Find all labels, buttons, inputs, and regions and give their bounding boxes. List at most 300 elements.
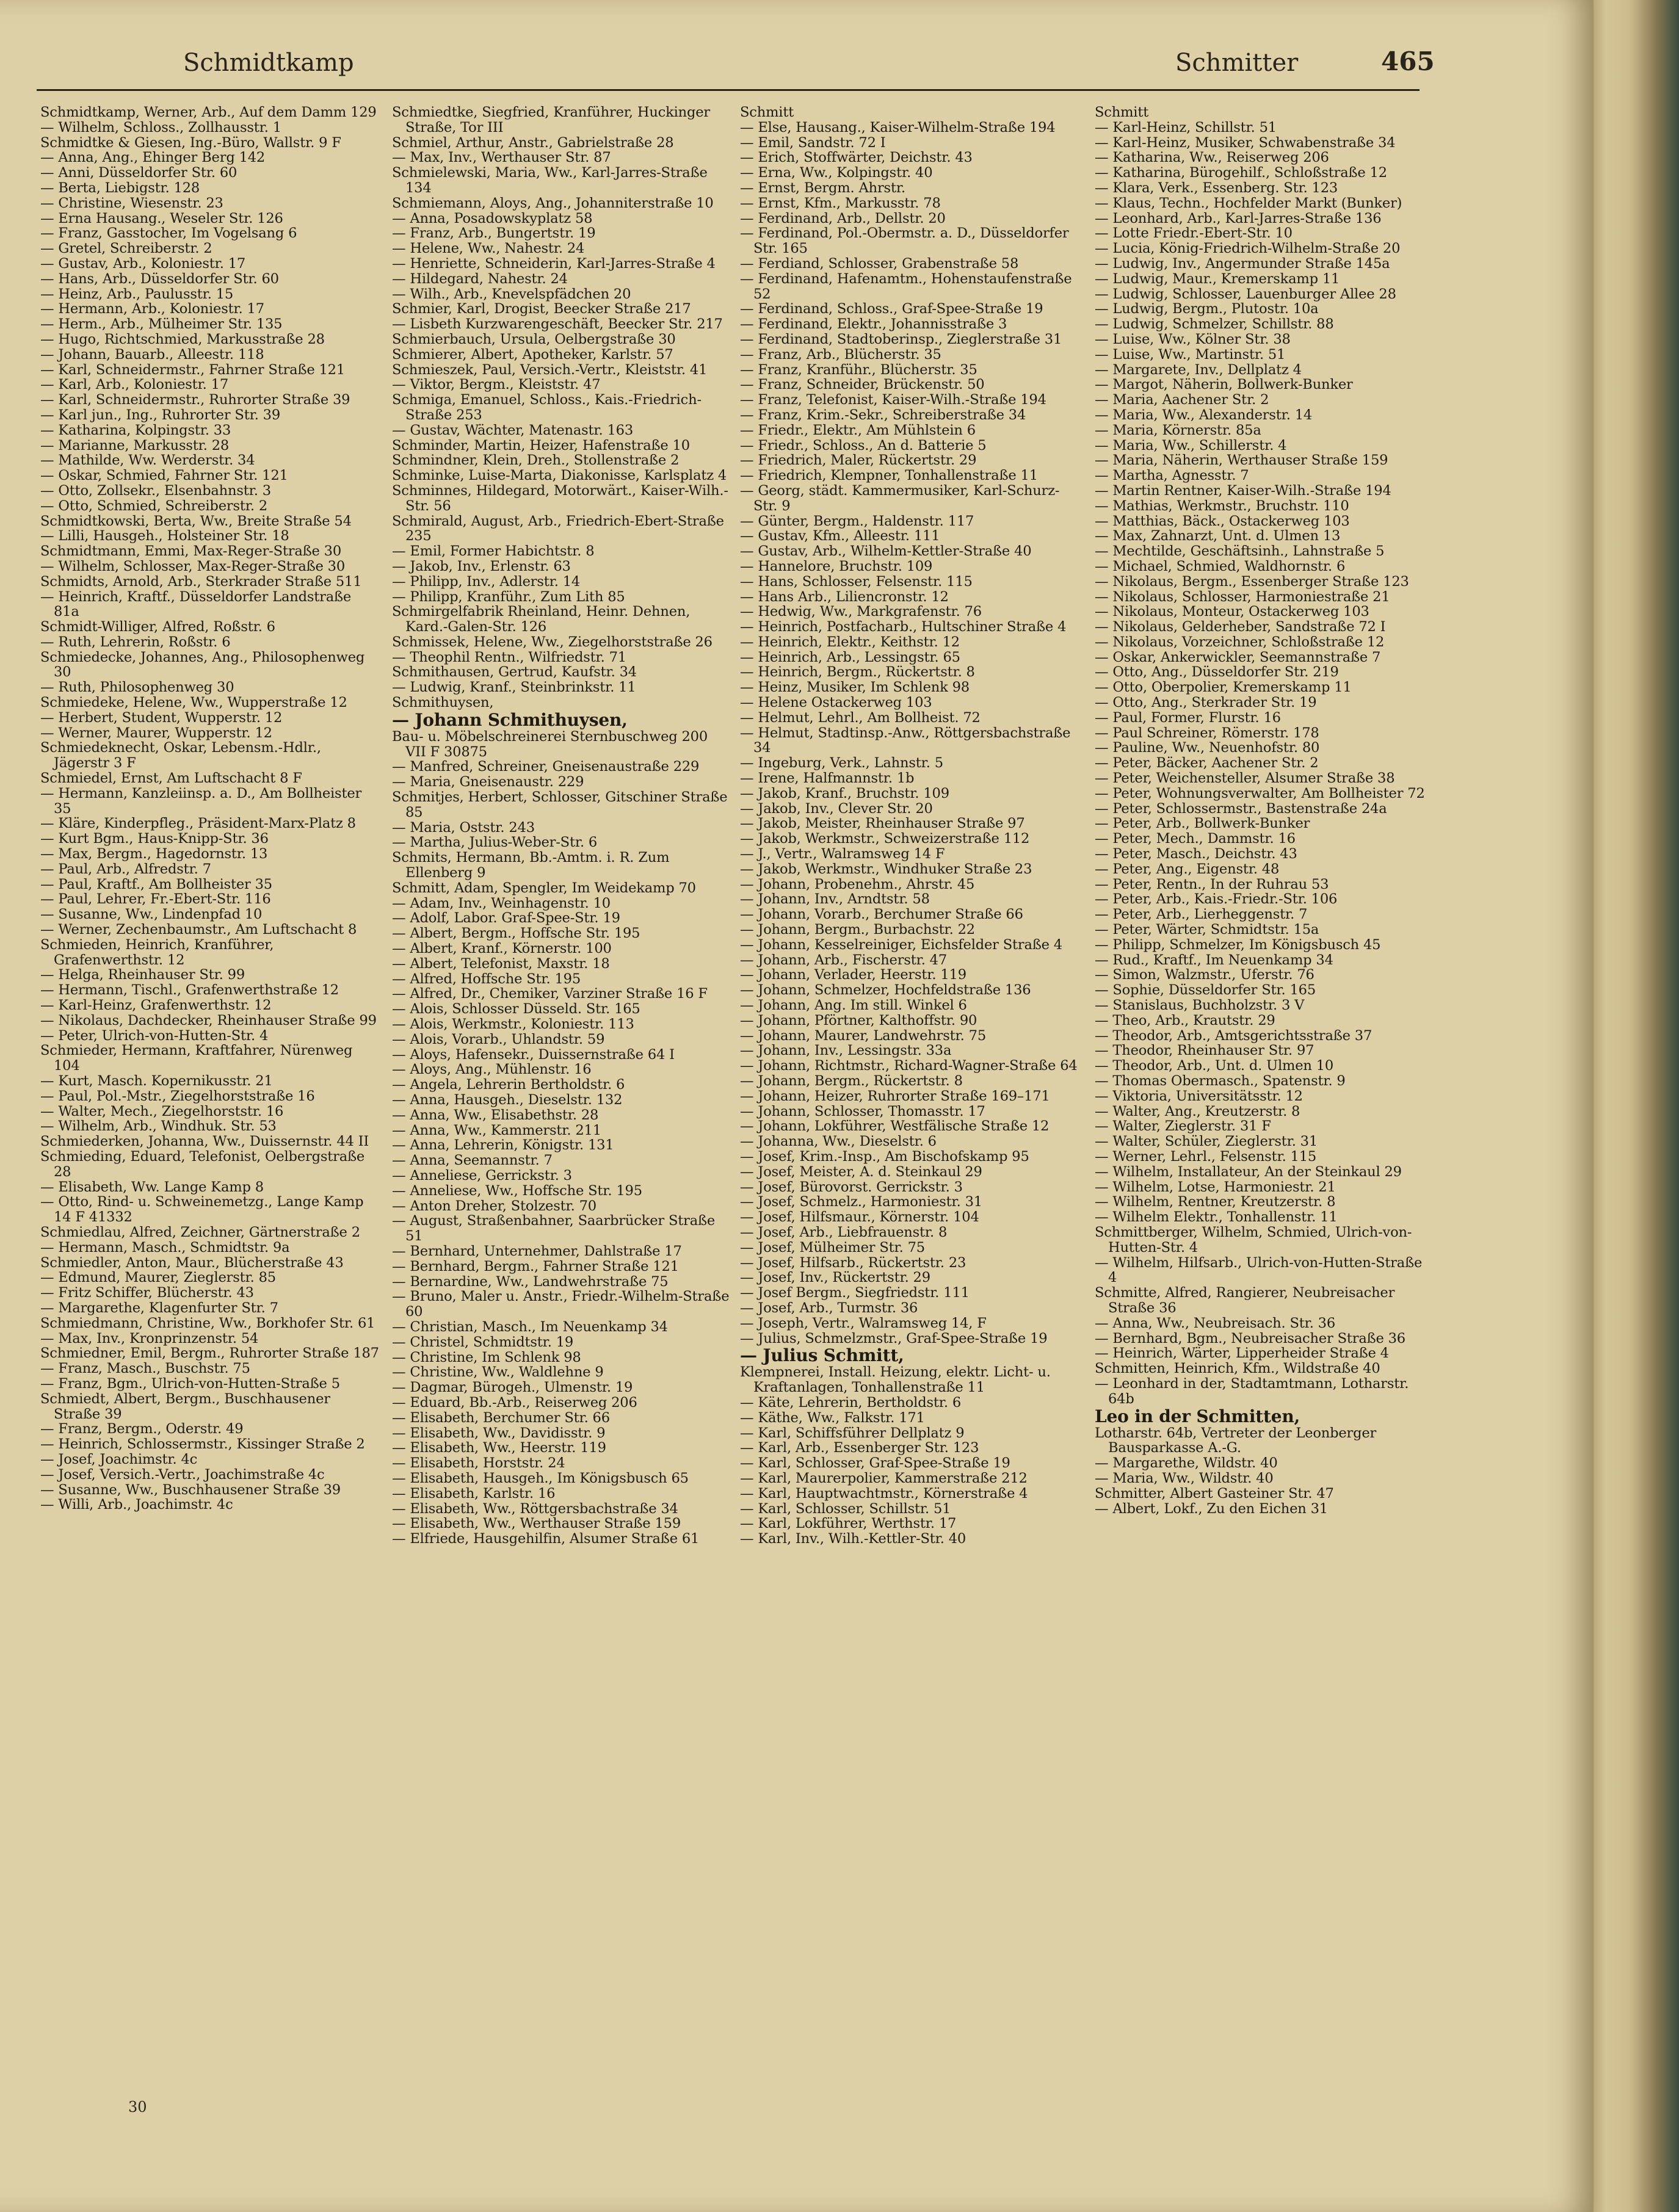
directory-entry: — Elfriede, Hausgehilfin, Alsumer Straße 61 [392, 1531, 700, 1547]
directory-entry: — Gustav, Wächter, Matenastr. 163 [392, 422, 633, 438]
directory-entry: — Anna, Seemannstr. 7 [392, 1152, 553, 1169]
directory-entry: — Maria, Gneisenaustr. 229 [392, 774, 584, 790]
directory-entry: — Irene, Halfmannstr. 1b [740, 770, 915, 787]
directory-entry: — Alfred, Dr., Chemiker, Varziner Straße 16 F [392, 986, 708, 1002]
directory-entry: Schmiedlau, Alfred, Zeichner, Gärtnerstraße 2 [40, 1224, 360, 1240]
directory-entry: — Angela, Lehrerin Bertholdstr. 6 [392, 1077, 625, 1093]
header-left-keyword: Schmidtkamp [183, 49, 354, 77]
directory-entry: — Kläre, Kinderpfleg., Präsident-Marx-Platz 8 [40, 815, 356, 832]
directory-entry: — Hugo, Richtschmied, Markusstraße 28 [40, 331, 325, 347]
directory-entry: — Hans Arb., Liliencronstr. 12 [740, 588, 949, 605]
directory-entry: — Herm., Arb., Mülheimer Str. 135 [40, 316, 283, 333]
directory-entry: — Paul, Former, Flurstr. 16 [1095, 709, 1281, 726]
directory-entry: — Peter, Masch., Deichstr. 43 [1095, 846, 1297, 862]
directory-entry: — Anton Dreher, Stolzestr. 70 [392, 1198, 597, 1214]
directory-entry: — Max, Inv., Kronprinzenstr. 54 [40, 1330, 259, 1346]
directory-entry: — Oskar, Schmied, Fahrner Str. 121 [40, 468, 288, 484]
directory-entry: — Peter, Schlossermstr., Bastenstraße 24a [1095, 800, 1387, 817]
directory-entry: — Viktor, Bergm., Kleiststr. 47 [392, 377, 601, 393]
directory-entry: Schmiedecke, Johannes, Ang., Philosophenweg 30 [40, 649, 365, 681]
directory-entry: — Josef, Bürovorst. Gerrickstr. 3 [740, 1179, 963, 1195]
directory-entry: — Ferdinand, Stadtoberinsp., Zieglerstraße 31 [740, 331, 1062, 347]
directory-entry: Schmierbauch, Ursula, Oelbergstraße 30 [392, 331, 676, 347]
directory-entry: — Josef, Hilfsmaur., Körnerstr. 104 [740, 1209, 979, 1226]
directory-entry: Schmiederken, Johanna, Ww., Duissernstr. 44 II [40, 1133, 369, 1150]
directory-entry: Schmieding, Eduard, Telefonist, Oelbergstraße 28 [40, 1148, 365, 1180]
directory-entry: — Maria, Ww., Wildstr. 40 [1095, 1470, 1274, 1486]
directory-entry: — Wilhelm, Schlosser, Max-Reger-Straße 30 [40, 558, 346, 574]
directory-entry: — Franz, Masch., Buschstr. 75 [40, 1361, 250, 1377]
directory-entry: — Karl, Arb., Koloniestr. 17 [40, 377, 228, 393]
directory-entry: — Werner, Lehrl., Felsenstr. 115 [1095, 1148, 1317, 1165]
directory-entry: — Wilhelm, Schloss., Zollhausstr. 1 [40, 119, 281, 136]
directory-entry: — Josef, Inv., Rückertstr. 29 [740, 1270, 930, 1286]
directory-entry: — Peter, Ang., Eigenstr. 48 [1095, 861, 1280, 877]
directory-entry: — Johann, Lokführer, Westfälische Straße 12 [740, 1118, 1050, 1135]
directory-entry: — Sophie, Düsseldorfer Str. 165 [1095, 982, 1316, 999]
directory-entry: Schmitt, Adam, Spengler, Im Weidekamp 70 [392, 880, 696, 896]
directory-entry: Schminnes, Hildegard, Motorwärt., Kaiser-Wilh.-Str. 56 [392, 482, 728, 514]
directory-entry: — Otto, Rind- u. Schweinemetzg., Lange Kamp 14 F 41332 [40, 1194, 364, 1226]
directory-entry: — Jakob, Inv., Clever Str. 20 [740, 800, 933, 817]
directory-entry: Leo in der Schmitten, [1095, 1406, 1300, 1426]
directory-entry: — Margarethe, Wildstr. 40 [1095, 1455, 1278, 1472]
directory-entry: — Johann, Kesselreiniger, Eichsfelder Straße 4 [740, 936, 1062, 953]
directory-entry: Schmiemann, Aloys, Ang., Johanniterstraße 10 [392, 195, 714, 211]
directory-entry: Schmindner, Klein, Dreh., Stollenstraße 2 [392, 452, 680, 469]
directory-entry: — Oskar, Ankerwickler, Seemannstraße 7 [1095, 649, 1381, 665]
directory-entry: — August, Straßenbahner, Saarbrücker Straße 51 [392, 1213, 716, 1245]
directory-entry: — Jakob, Inv., Erlenstr. 63 [392, 558, 571, 574]
directory-entry: — Ferdinand, Elektr., Johannisstraße 3 [740, 316, 1007, 333]
directory-entry: — Christine, Wiesenstr. 23 [40, 195, 223, 211]
directory-entry: — Helmut, Stadtinsp.-Anw., Röttgersbachstraße 34 [740, 725, 1071, 756]
directory-entry: — Günter, Bergm., Haldenstr. 117 [740, 513, 974, 529]
directory-entry: Schmiedeknecht, Oskar, Lebensm.-Hdlr., Jägerstr 3 F [40, 740, 321, 772]
directory-entry: — Heinrich, Kraftf., Düsseldorfer Landstraße 81a [40, 588, 352, 620]
directory-entry: — Franz, Gasstocher, Im Vogelsang 6 [40, 225, 297, 242]
directory-entry: — Karl, Schneidermstr., Ruhrorter Straße 39 [40, 392, 350, 408]
directory-entry: — Ingeburg, Verk., Lahnstr. 5 [740, 755, 943, 772]
directory-entry: — Gretel, Schreiberstr. 2 [40, 240, 212, 257]
directory-entry: — Margot, Näherin, Bollwerk-Bunker [1095, 377, 1353, 393]
directory-entry: — Katharina, Bürogehilf., Schloßstraße 12 [1095, 165, 1387, 181]
directory-entry: — Walter, Schüler, Zieglerstr. 31 [1095, 1133, 1318, 1150]
directory-entry: — Philipp, Kranführ., Zum Lith 85 [392, 588, 625, 605]
directory-entry: — Hermann, Masch., Schmidtstr. 9a [40, 1239, 290, 1256]
directory-entry: — Friedr., Schloss., An d. Batterie 5 [740, 437, 987, 454]
directory-entry: — Paul, Pol.-Mstr., Ziegelhorststraße 16 [40, 1088, 315, 1104]
directory-entry: — Johann, Vorarb., Berchumer Straße 66 [740, 906, 1023, 923]
directory-entry: — Bernhard, Unternehmer, Dahlstraße 17 [392, 1243, 682, 1259]
directory-entry: — Otto, Schmied, Schreiberstr. 2 [40, 497, 268, 514]
directory-entry: — Albert, Lokf., Zu den Eichen 31 [1095, 1500, 1328, 1517]
directory-entry: — Hans, Schlosser, Felsenstr. 115 [740, 573, 973, 590]
directory-entry: Schmidtmann, Emmi, Max-Reger-Straße 30 [40, 543, 342, 560]
directory-entry: Schmieder, Hermann, Kraftfahrer, Nürenweg 104 [40, 1043, 353, 1074]
directory-entry: — Ruth, Philosophenweg 30 [40, 679, 234, 696]
directory-entry: — Hermann, Arb., Koloniestr. 17 [40, 301, 264, 317]
directory-entry: — Karl, Hauptwachtmstr., Körnerstraße 4 [740, 1485, 1028, 1502]
directory-entry: — Gustav, Arb., Koloniestr. 17 [40, 255, 246, 272]
directory-entry: — Anna, Ww., Neubreisach. Str. 36 [1095, 1315, 1336, 1331]
directory-entry: — Ludwig, Schlosser, Lauenburger Allee 28 [1095, 286, 1396, 302]
directory-entry: — Karl jun., Ing., Ruhrorter Str. 39 [40, 407, 281, 423]
directory-entry: — Klara, Verk., Essenberg. Str. 123 [1095, 179, 1338, 196]
directory-entry: — Wilhelm Elektr., Tonhallenstr. 11 [1095, 1209, 1338, 1226]
directory-entry: Schmiedt, Albert, Bergm., Buschhausener Straße 39 [40, 1390, 330, 1422]
directory-entry: — Nikolaus, Vorzeichner, Schloßstraße 12 [1095, 634, 1385, 650]
directory-entry: — Ferdinand, Schloss., Graf-Spee-Straße 19 [740, 301, 1043, 317]
directory-entry: — Anna, Lehrerin, Königstr. 131 [392, 1137, 614, 1154]
directory-entry: — Anna, Posadowskyplatz 58 [392, 210, 593, 226]
column-4 [1095, 105, 1434, 2131]
directory-entry: — Christine, Ww., Waldlehne 9 [392, 1364, 604, 1381]
directory-entry: — Nikolaus, Schlosser, Harmoniestraße 21 [1095, 588, 1390, 605]
directory-entry: — Maria, Oststr. 243 [392, 819, 535, 836]
directory-entry: — Katharina, Ww., Reiserweg 206 [1095, 150, 1329, 166]
directory-entry: — Rud., Kraftf., Im Neuenkamp 34 [1095, 952, 1333, 968]
directory-entry: — Karl-Heinz, Schillstr. 51 [1095, 119, 1277, 136]
directory-entry: — Pauline, Ww., Neuenhofstr. 80 [1095, 740, 1320, 756]
directory-entry: — Ferdinand, Arb., Dellstr. 20 [740, 210, 946, 226]
directory-entry: — Emil, Sandstr. 72 I [740, 134, 886, 151]
directory-entry: — Walter, Mech., Ziegelhorststr. 16 [40, 1103, 284, 1119]
directory-entry: — Theodor, Arb., Unt. d. Ulmen 10 [1095, 1058, 1334, 1074]
directory-entry: — Christian, Masch., Im Neuenkamp 34 [392, 1318, 668, 1335]
directory-entry: — Heinrich, Wärter, Lipperheider Straße 4 [1095, 1345, 1389, 1362]
directory-entry: — Walter, Zieglerstr. 31 F [1095, 1118, 1271, 1135]
directory-entry: — Franz, Krim.-Sekr., Schreiberstraße 34 [740, 407, 1026, 423]
directory-entry: — Albert, Bergm., Hoffsche Str. 195 [392, 925, 640, 942]
directory-entry: — Heinrich, Schlossermstr., Kissinger Straße 2 [40, 1436, 365, 1453]
directory-entry: — Johann, Ang. Im still. Winkel 6 [740, 997, 967, 1014]
directory-entry: — Margarethe, Klagenfurter Str. 7 [40, 1299, 278, 1316]
directory-entry: — Josef, Arb., Turmstr. 36 [740, 1299, 918, 1316]
directory-entry: — Karl-Heinz, Grafenwerthstr. 12 [40, 997, 272, 1014]
directory-entry: — Johann, Arb., Fischerstr. 47 [740, 952, 948, 968]
directory-entry: Schmierer, Albert, Apotheker, Karlstr. 57 [392, 346, 673, 363]
directory-entry: — Paul Schreiner, Römerstr. 178 [1095, 725, 1319, 741]
directory-entry: — Karl, Arb., Essenberger Str. 123 [740, 1440, 979, 1456]
directory-entry: — Johann, Schmelzer, Hochfeldstraße 136 [740, 982, 1031, 999]
directory-entry: Schminke, Luise-Marta, Diakonisse, Karlsplatz 4 [392, 468, 727, 484]
directory-entry: — Helene Ostackerweg 103 [740, 695, 932, 711]
directory-entry: Schmiedtke, Siegfried, Kranführer, Huckinger Straße, Tor III [392, 105, 711, 136]
directory-entry: Schmissek, Helene, Ww., Ziegelhorststraße 26 [392, 634, 713, 650]
directory-entry: Schmiedmann, Christine, Ww., Borkhofer Str. 61 [40, 1315, 375, 1331]
directory-entry: — Erich, Stoffwärter, Deichstr. 43 [740, 150, 973, 166]
directory-entry: — Wilhelm, Arb., Windhuk. Str. 53 [40, 1118, 277, 1135]
directory-entry: — Helmut, Lehrl., Am Bollheist. 72 [740, 709, 981, 726]
directory-entry: Schmitte, Alfred, Rangierer, Neubreisacher Straße 36 [1095, 1285, 1395, 1316]
directory-entry: — Franz, Arb., Blücherstr. 35 [740, 346, 941, 363]
directory-entry: — Jakob, Werkmstr., Schweizerstraße 112 [740, 831, 1030, 847]
directory-entry: — Luise, Ww., Kölner Str. 38 [1095, 331, 1291, 347]
directory-entry: — Elisabeth, Berchumer Str. 66 [392, 1409, 610, 1426]
directory-entry: — Anni, Düsseldorfer Str. 60 [40, 165, 238, 181]
directory-entry: — Michael, Schmied, Waldhornstr. 6 [1095, 558, 1346, 574]
directory-entry: — Nikolaus, Bergm., Essenberger Straße 123 [1095, 573, 1409, 590]
directory-entry: — Johann, Bergm., Burbachstr. 22 [740, 922, 975, 938]
directory-entry: — Werner, Zechenbaumstr., Am Luftschacht 8 [40, 922, 357, 938]
directory-entry: — Aloys, Hafensekr., Duissernstraße 64 I [392, 1046, 675, 1063]
directory-entry: — Katharina, Kolpingstr. 33 [40, 422, 231, 438]
directory-entry: — Leonhard, Arb., Karl-Jarres-Straße 136 [1095, 210, 1382, 226]
directory-entry: — Nikolaus, Monteur, Ostackerweg 103 [1095, 604, 1369, 620]
directory-entry: — Franz, Kranführ., Blücherstr. 35 [740, 361, 977, 378]
directory-entry: — Otto, Oberpolier, Kremerskamp 11 [1095, 679, 1352, 696]
directory-entry: — Franz, Schneider, Brückenstr. 50 [740, 377, 985, 393]
directory-entry: — Johann, Bauarb., Alleestr. 118 [40, 346, 264, 363]
directory-entry: — Paul, Lehrer, Fr.-Ebert-Str. 116 [40, 891, 271, 908]
directory-entry: — Bernhard, Bgm., Neubreisacher Straße 36 [1095, 1330, 1405, 1346]
directory-entry: — Aloys, Ang., Mühlenstr. 16 [392, 1061, 592, 1078]
directory-entry: — Martha, Agnesstr. 7 [1095, 468, 1249, 484]
directory-entry: Schmitten, Heinrich, Kfm., Wildstraße 40 [1095, 1361, 1380, 1377]
directory-entry: — Max, Inv., Werthauser Str. 87 [392, 150, 611, 166]
directory-entry: — Elisabeth, Karlstr. 16 [392, 1485, 556, 1502]
directory-entry: — Johann, Inv., Arndtstr. 58 [740, 891, 930, 908]
directory-entry: — Susanne, Ww., Lindenpfad 10 [40, 906, 263, 923]
directory-entry: — Karl, Lokführer, Werthstr. 17 [740, 1516, 957, 1532]
directory-entry: Schmidts, Arnold, Arb., Sterkrader Straße 511 [40, 573, 362, 590]
directory-entry: — Martha, Julius-Weber-Str. 6 [392, 834, 598, 851]
directory-entry: — Klaus, Techn., Hochfelder Markt (Bunker) [1095, 195, 1402, 211]
directory-entry: — Kurt, Masch. Kopernikusstr. 21 [40, 1073, 273, 1089]
directory-entry: — Hans, Arb., Düsseldorfer Str. 60 [40, 270, 279, 287]
directory-entry: — Lilli, Hausgeh., Holsteiner Str. 18 [40, 528, 289, 544]
directory-entry: — Hannelore, Bruchstr. 109 [740, 558, 933, 574]
directory-entry: — Heinz, Arb., Paulusstr. 15 [40, 286, 234, 302]
directory-entry: — Max, Bergm., Hagedornstr. 13 [40, 846, 268, 862]
directory-entry: — Alois, Schlosser Düsseld. Str. 165 [392, 1001, 640, 1017]
directory-entry: Schmittberger, Wilhelm, Schmied, Ulrich-von-Hutten-Str. 4 [1095, 1224, 1412, 1256]
directory-entry: — Margarete, Inv., Dellplatz 4 [1095, 361, 1302, 378]
directory-entry: — Franz, Bergm., Oderstr. 49 [40, 1421, 244, 1437]
directory-entry: — Walter, Ang., Kreutzerstr. 8 [1095, 1103, 1300, 1119]
directory-entry: — Jakob, Meister, Rheinhauser Straße 97 [740, 815, 1025, 832]
directory-entry: — Peter, Mech., Dammstr. 16 [1095, 831, 1296, 847]
directory-entry: — Stanislaus, Buchholzstr. 3 V [1095, 997, 1305, 1014]
directory-entry: Schmielewski, Maria, Ww., Karl-Jarres-Straße 134 [392, 165, 708, 196]
directory-entry: — Lotte Friedr.-Ebert-Str. 10 [1095, 225, 1293, 242]
directory-entry: Schmiga, Emanuel, Schloss., Kais.-Friedrich-Straße 253 [392, 392, 702, 423]
directory-entry: — Franz, Bgm., Ulrich-von-Hutten-Straße 5 [40, 1375, 340, 1392]
header-rule [37, 89, 1420, 91]
directory-entry: — Elisabeth, Horststr. 24 [392, 1455, 565, 1472]
directory-entry: Schmitter, Albert Gasteiner Str. 47 [1095, 1485, 1334, 1502]
directory-entry: — Otto, Zollsekr., Elsenbahnstr. 3 [40, 482, 271, 499]
directory-entry: — Heinrich, Elektr., Keithstr. 12 [740, 634, 960, 650]
directory-entry: — Ludwig, Kranf., Steinbrinkstr. 11 [392, 679, 636, 696]
directory-entry: Bau- u. Möbelschreinerei Sternbuschweg 200 VII F 30875 [392, 728, 708, 760]
footer-signature: 30 [128, 2098, 147, 2116]
directory-entry: — Martin Rentner, Kaiser-Wilh.-Straße 194 [1095, 482, 1391, 499]
directory-entry: Schmits, Hermann, Bb.-Amtm. i. R. Zum Ellenberg 9 [392, 850, 670, 881]
directory-entry: Schmidtkowski, Berta, Ww., Breite Straße 54 [40, 513, 352, 529]
directory-entry: — Theophil Rentn., Wilfriedstr. 71 [392, 649, 626, 665]
directory-entry: — Peter, Arb., Kais.-Friedr.-Str. 106 [1095, 891, 1338, 908]
directory-entry: Schmitt [740, 105, 794, 120]
header-right-keyword: Schmitter [1175, 49, 1299, 77]
directory-entry: — Nikolaus, Dachdecker, Rheinhauser Straße 99 [40, 1012, 377, 1028]
directory-entry: — Gustav, Arb., Wilhelm-Kettler-Straße 40 [740, 543, 1032, 560]
directory-entry: — Georg, städt. Kammermusiker, Karl-Schurz-Str. 9 [740, 482, 1060, 514]
directory-entry: — Maria, Körnerstr. 85a [1095, 422, 1261, 438]
directory-entry: — Karl, Schneidermstr., Fahrner Straße 121 [40, 361, 346, 378]
directory-entry: — Johann, Heizer, Ruhrorter Straße 169–171 [740, 1088, 1050, 1104]
directory-entry: — Wilh., Arb., Knevelspfädchen 20 [392, 286, 631, 302]
directory-entry: — Willi, Arb., Joachimstr. 4c [40, 1497, 233, 1513]
directory-entry: — Hermann, Tischl., Grafenwerthstraße 12 [40, 982, 339, 999]
page-number: 465 [1381, 46, 1435, 76]
directory-entry: — Maria, Ww., Schillerstr. 4 [1095, 437, 1287, 454]
directory-entry: — Johann Schmithuysen, [392, 709, 628, 730]
directory-entry: — Peter, Weichensteller, Alsumer Straße 38 [1095, 770, 1395, 787]
directory-entry: — Franz, Telefonist, Kaiser-Wilh.-Straße 194 [740, 392, 1046, 408]
directory-entry: — Josef, Hilfsarb., Rückertstr. 23 [740, 1254, 966, 1271]
directory-entry: — Max, Zahnarzt, Unt. d. Ulmen 13 [1095, 528, 1341, 544]
directory-entry: — Käte, Lehrerin, Bertholdstr. 6 [740, 1394, 962, 1411]
directory-entry: — Heinz, Musiker, Im Schlenk 98 [740, 679, 970, 696]
directory-entry: — Marianne, Markusstr. 28 [40, 437, 230, 454]
directory-entry: — Heinrich, Arb., Lessingstr. 65 [740, 649, 960, 665]
directory-entry: — Ludwig, Inv., Angermunder Straße 145a [1095, 255, 1390, 272]
directory-entry: — Josef, Schmelz., Harmoniestr. 31 [740, 1194, 982, 1210]
directory-entry: — Hermann, Kanzleiinsp. a. D., Am Bollheister 35 [40, 785, 362, 817]
directory-entry: — Johann, Richtmstr., Richard-Wagner-Straße 64 [740, 1058, 1078, 1074]
directory-entry: — Josef, Krim.-Insp., Am Bischofskamp 95 [740, 1148, 1029, 1165]
directory-entry: — Käthe, Ww., Falkstr. 171 [740, 1409, 925, 1426]
directory-entry: — Erna Hausang., Weseler Str. 126 [40, 210, 283, 226]
directory-entry: — Gustav, Kfm., Alleestr. 111 [740, 528, 940, 544]
directory-entry: — Julius, Schmelzmstr., Graf-Spee-Straße 19 [740, 1330, 1048, 1346]
directory-entry: — Peter, Ulrich-von-Hutten-Str. 4 [40, 1027, 269, 1044]
directory-entry: — Friedrich, Klempner, Tonhallenstraße 11 [740, 468, 1038, 484]
directory-entry: — Christine, Im Schlenk 98 [392, 1349, 581, 1365]
directory-entry: — Josef, Joachimstr. 4c [40, 1451, 198, 1467]
directory-entry: — Josef, Arb., Liebfrauenstr. 8 [740, 1224, 948, 1240]
directory-entry: — Johann, Bergm., Rückertstr. 8 [740, 1073, 963, 1089]
directory-entry: — Nikolaus, Gelderheber, Sandstraße 72 I [1095, 619, 1386, 635]
directory-entry: — Peter, Wohnungsverwalter, Am Bollheister 72 [1095, 785, 1425, 801]
directory-entry: — Adolf, Labor. Graf-Spee-Str. 19 [392, 910, 620, 927]
directory-entry: — Philipp, Inv., Adlerstr. 14 [392, 573, 581, 590]
directory-entry: — Anna, Hausgeh., Dieselstr. 132 [392, 1092, 623, 1108]
directory-entry: — Friedrich, Maler, Rückertstr. 29 [740, 452, 977, 469]
directory-entry: — Johann, Schlosser, Thomasstr. 17 [740, 1103, 985, 1119]
directory-entry: — Johann, Inv., Lessingstr. 33a [740, 1043, 952, 1059]
directory-entry: — Ferdinand, Pol.-Obermstr. a. D., Düsseldorfer Str. 165 [740, 225, 1069, 257]
directory-entry: — Luise, Ww., Martinstr. 51 [1095, 346, 1286, 363]
directory-entry: — Karl, Schlosser, Graf-Spee-Straße 19 [740, 1455, 1010, 1472]
column-3 [740, 105, 1079, 2131]
directory-entry: — Friedr., Elektr., Am Mühlstein 6 [740, 422, 976, 438]
directory-entry: — Maria, Ww., Alexanderstr. 14 [1095, 407, 1313, 423]
directory-entry: Schmiedeke, Helene, Ww., Wupperstraße 12 [40, 695, 347, 711]
directory-entry: — Mechtilde, Geschäftsinh., Lahnstraße 5 [1095, 543, 1385, 560]
directory-entry: — Johann, Maurer, Landwehrstr. 75 [740, 1027, 986, 1044]
directory-entry: — Emil, Former Habichtstr. 8 [392, 543, 595, 560]
directory-entry: — Ruth, Lehrerin, Roßstr. 6 [40, 634, 231, 650]
directory-entry: Klempnerei, Install. Heizung, elektr. Licht- u. Kraftanlagen, Tonhallenstraße 11 [740, 1364, 1051, 1396]
directory-entry: — Wilhelm, Rentner, Kreutzerstr. 8 [1095, 1194, 1336, 1210]
directory-entry: — Anna, Ww., Kammerstr. 211 [392, 1122, 601, 1138]
directory-entry: Schmirgelfabrik Rheinland, Heinr. Dehnen, Kard.-Galen-Str. 126 [392, 604, 691, 635]
directory-entry: — Anneliese, Ww., Hoffsche Str. 195 [392, 1182, 642, 1199]
directory-entry: — Fritz Schiffer, Blücherstr. 43 [40, 1285, 254, 1301]
directory-entry: — Johann, Probenehm., Ahrstr. 45 [740, 876, 975, 892]
directory-entry: Schmidtke & Giesen, Ing.-Büro, Wallstr. 9 F [40, 134, 341, 151]
directory-entry: — Karl, Schlosser, Schillstr. 51 [740, 1500, 951, 1517]
directory-entry: — Johann, Verlader, Heerstr. 119 [740, 967, 966, 983]
directory-entry: — Herbert, Student, Wupperstr. 12 [40, 709, 283, 726]
directory-entry: — Josef, Mülheimer Str. 75 [740, 1239, 925, 1256]
directory-entry: — Werner, Maurer, Wupperstr. 12 [40, 725, 272, 741]
directory-entry: — Theodor, Arb., Amtsgerichtsstraße 37 [1095, 1027, 1373, 1044]
directory-entry: — Alois, Vorarb., Uhlandstr. 59 [392, 1031, 605, 1047]
directory-entry: — Ernst, Bergm. Ahrstr. [740, 179, 905, 196]
directory-entry: — Wilhelm, Hilfsarb., Ulrich-von-Hutten-Straße 4 [1095, 1254, 1423, 1286]
directory-entry: — Peter, Wärter, Schmidtstr. 15a [1095, 922, 1319, 938]
directory-entry: — Theodor, Rheinhauser Str. 97 [1095, 1043, 1315, 1059]
directory-entry: — Anna, Ang., Ehinger Berg 142 [40, 150, 266, 166]
directory-entry: — Otto, Ang., Düsseldorfer Str. 219 [1095, 664, 1339, 681]
directory-entry: — Leonhard in der, Stadtamtmann, Lotharstr. 64b [1095, 1375, 1409, 1407]
directory-entry: — Matthias, Bäck., Ostackerweg 103 [1095, 513, 1350, 529]
directory-entry: — Hedwig, Ww., Markgrafenstr. 76 [740, 604, 982, 620]
directory-entry: Schmirald, August, Arb., Friedrich-Ebert-Straße 235 [392, 513, 724, 544]
directory-entry: Schmithausen, Gertrud, Kaufstr. 34 [392, 664, 637, 681]
directory-entry: — Hildegard, Nahestr. 24 [392, 270, 568, 287]
directory-entry: — Thomas Obermasch., Spatenstr. 9 [1095, 1073, 1346, 1089]
directory-entry: — Adam, Inv., Weinhagenstr. 10 [392, 895, 611, 911]
directory-entry: — Heinrich, Postfacharb., Hultschiner Straße 4 [740, 619, 1067, 635]
directory-entry: — Helene, Ww., Nahestr. 24 [392, 240, 585, 257]
directory-entry: — Elisabeth, Ww., Heerstr. 119 [392, 1440, 606, 1456]
directory-entry: — Julius Schmitt, [740, 1345, 904, 1366]
directory-entry: Schmier, Karl, Drogist, Beecker Straße 217 [392, 301, 691, 317]
directory-entry: — Bruno, Maler u. Anstr., Friedr.-Wilhelm-Straße 60 [392, 1289, 730, 1320]
directory-entry: — Karl, Schiffsführer Dellplatz 9 [740, 1425, 965, 1441]
directory-entry: — Alfred, Hoffsche Str. 195 [392, 970, 581, 987]
book-page-edge [1594, 0, 1679, 2212]
directory-entry: — Berta, Liebigstr. 128 [40, 179, 200, 196]
directory-entry: — Theo, Arb., Krautstr. 29 [1095, 1012, 1275, 1028]
directory-entry: — Wilhelm, Lotse, Harmoniestr. 21 [1095, 1179, 1336, 1195]
directory-entry: — Josef, Versich.-Vertr., Joachimstraße 4c [40, 1466, 325, 1483]
directory-entry: — Joseph, Vertr., Walramsweg 14, F [740, 1315, 987, 1331]
directory-entry: — Ferdiand, Schlosser, Grabenstraße 58 [740, 255, 1019, 272]
directory-entry: — Anneliese, Gerrickstr. 3 [392, 1167, 572, 1184]
directory-entry: Schmieszek, Paul, Versich.-Vertr., Kleiststr. 41 [392, 361, 708, 378]
directory-entry: — Johanna, Ww., Dieselstr. 6 [740, 1133, 937, 1150]
directory-entry: — Wilhelm, Installateur, An der Steinkaul 29 [1095, 1163, 1402, 1180]
directory-entry: — Henriette, Schneiderin, Karl-Jarres-Straße 4 [392, 255, 716, 272]
directory-entry: — Ferdinand, Hafenamtm., Hohenstaufenstraße 52 [740, 270, 1072, 302]
directory-entry: — Else, Hausang., Kaiser-Wilhelm-Straße 194 [740, 119, 1056, 136]
directory-entry: Schmithuysen, [392, 695, 494, 711]
directory-entry: Schmieden, Heinrich, Kranführer, Grafenwerthstr. 12 [40, 936, 274, 968]
directory-entry: — Peter, Bäcker, Aachener Str. 2 [1095, 755, 1319, 772]
directory-entry: — Karl, Maurerpolier, Kammerstraße 212 [740, 1470, 1028, 1486]
directory-entry: Schmidt-Williger, Alfred, Roßstr. 6 [40, 619, 275, 635]
directory-entry: — Albert, Telefonist, Maxstr. 18 [392, 955, 610, 972]
directory-entry: — Alois, Werkmstr., Koloniestr. 113 [392, 1016, 634, 1033]
directory-entry: — Josef Bergm., Siegfriedstr. 111 [740, 1285, 970, 1301]
directory-entry: Schminder, Martin, Heizer, Hafenstraße 10 [392, 437, 690, 454]
